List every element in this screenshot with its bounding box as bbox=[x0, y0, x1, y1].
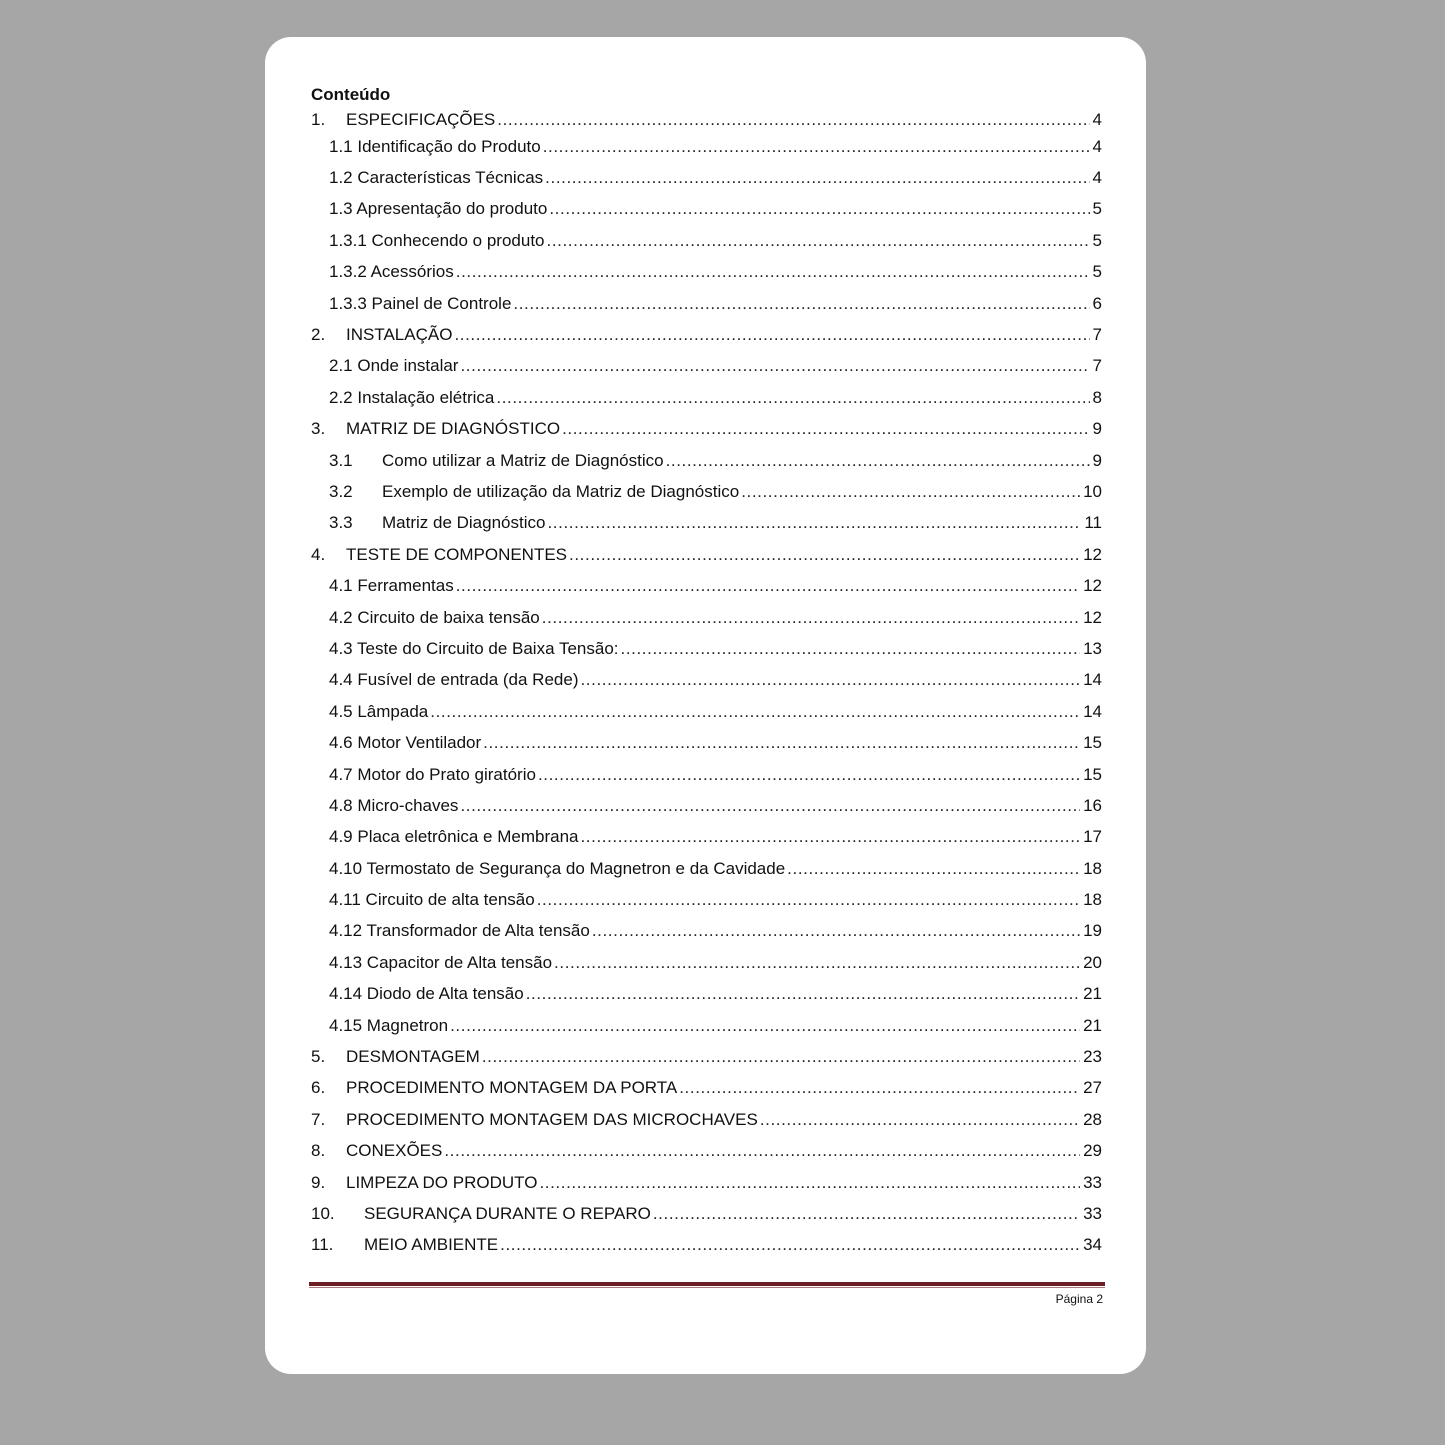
toc-entry-page: 16 bbox=[1083, 795, 1102, 815]
toc-dot-leader bbox=[456, 262, 1090, 282]
toc-entry-page: 4 bbox=[1092, 168, 1102, 188]
toc-dot-leader bbox=[787, 859, 1080, 879]
toc-dot-leader bbox=[444, 1141, 1080, 1161]
toc-entry-number: 10. bbox=[311, 1203, 335, 1223]
toc-dot-leader bbox=[653, 1204, 1080, 1224]
toc-entry-number: 4. bbox=[311, 544, 326, 564]
toc-entry-page: 10 bbox=[1083, 481, 1102, 501]
toc-dot-leader bbox=[549, 199, 1089, 219]
toc-entry-label: 4.8 Micro-chaves bbox=[329, 795, 459, 815]
toc-dot-leader bbox=[554, 953, 1080, 973]
toc-entry-label: 1.1 Identificação do Produto bbox=[329, 136, 541, 156]
toc-entry-label: 4.12 Transformador de Alta tensão bbox=[329, 921, 590, 941]
toc-entry-number: 3.2 bbox=[329, 481, 353, 501]
toc-dot-leader bbox=[483, 733, 1080, 753]
toc-entry-page: 21 bbox=[1083, 1015, 1102, 1035]
toc-entry-label: PROCEDIMENTO MONTAGEM DAS MICROCHAVES bbox=[346, 1109, 758, 1129]
toc-entry-label: 4.5 Lâmpada bbox=[329, 701, 429, 721]
toc-entry[interactable] bbox=[311, 1073, 1102, 1104]
toc-entry[interactable] bbox=[311, 257, 1102, 288]
toc-entry-label: TESTE DE COMPONENTES bbox=[346, 544, 568, 564]
footer-rule-thin bbox=[309, 1287, 1105, 1288]
toc-dot-leader bbox=[513, 294, 1089, 314]
footer-rule bbox=[309, 1282, 1105, 1286]
toc-entry[interactable] bbox=[311, 1041, 1102, 1072]
toc-entry-page: 12 bbox=[1083, 544, 1102, 564]
toc-entry-page: 15 bbox=[1083, 733, 1102, 753]
toc-dot-leader bbox=[679, 1078, 1080, 1098]
toc-entry-number: 3.1 bbox=[329, 450, 353, 470]
toc-title: Conteúdo bbox=[311, 85, 391, 104]
toc-entry[interactable] bbox=[311, 382, 1102, 413]
toc-dot-leader bbox=[547, 513, 1081, 533]
toc-entry-page: 29 bbox=[1083, 1141, 1102, 1161]
toc-entry[interactable] bbox=[311, 1198, 1102, 1229]
toc-dot-leader bbox=[543, 137, 1090, 157]
toc-dot-leader bbox=[497, 110, 1089, 130]
toc-entry[interactable] bbox=[311, 790, 1102, 821]
toc-entry-page: 20 bbox=[1083, 952, 1102, 972]
toc-dot-leader bbox=[482, 1047, 1080, 1067]
toc-entry-label: 2.2 Instalação elétrica bbox=[329, 387, 495, 407]
toc-entry-page: 23 bbox=[1083, 1047, 1102, 1067]
toc-entry-label: 4.1 Ferramentas bbox=[329, 576, 454, 596]
toc-dot-leader bbox=[580, 827, 1080, 847]
toc-entry-page: 12 bbox=[1083, 607, 1102, 627]
toc-entry[interactable] bbox=[311, 822, 1102, 853]
toc-entry-number: 9. bbox=[311, 1172, 326, 1192]
toc-entry-page: 11 bbox=[1084, 513, 1102, 533]
toc-entry[interactable] bbox=[311, 759, 1102, 790]
toc-entry[interactable] bbox=[311, 1104, 1102, 1135]
toc-dot-leader bbox=[542, 608, 1080, 628]
toc-entry[interactable] bbox=[311, 131, 1102, 162]
toc-entry[interactable] bbox=[311, 947, 1102, 978]
toc-entry-label: 4.4 Fusível de entrada (da Rede) bbox=[329, 670, 579, 690]
toc-entry[interactable] bbox=[311, 414, 1102, 445]
toc-entry[interactable] bbox=[311, 696, 1102, 727]
toc-dot-leader bbox=[741, 482, 1080, 502]
toc-entry[interactable] bbox=[311, 319, 1102, 350]
toc-dot-leader bbox=[547, 231, 1090, 251]
toc-dot-leader bbox=[456, 576, 1080, 596]
toc-entry-label: 1.3.1 Conhecendo o produto bbox=[329, 230, 545, 250]
toc-entry-label: DESMONTAGEM bbox=[346, 1047, 480, 1067]
toc-entry-label: MEIO AMBIENTE bbox=[364, 1235, 499, 1255]
toc-entry-page: 7 bbox=[1092, 356, 1102, 376]
toc-dot-leader bbox=[537, 890, 1080, 910]
toc-entry-page: 15 bbox=[1083, 764, 1102, 784]
toc-entry[interactable] bbox=[311, 1010, 1102, 1041]
toc-entry-label: ESPECIFICAÇÕES bbox=[346, 110, 496, 129]
toc-entry[interactable] bbox=[311, 476, 1102, 507]
toc-dot-leader bbox=[538, 765, 1080, 785]
toc-entry-page: 33 bbox=[1083, 1172, 1102, 1192]
toc-entry-label: 4.2 Circuito de baixa tensão bbox=[329, 607, 540, 627]
toc-entry-page: 9 bbox=[1092, 450, 1102, 470]
toc-dot-leader bbox=[562, 419, 1089, 439]
toc-entry-number: 1. bbox=[311, 110, 326, 129]
toc-entry-label: Matriz de Diagnóstico bbox=[382, 513, 546, 533]
toc-entry-page: 7 bbox=[1092, 325, 1102, 345]
toc-entry-label: 1.2 Características Técnicas bbox=[329, 168, 544, 188]
toc-dot-leader bbox=[621, 639, 1081, 659]
toc-entry[interactable] bbox=[311, 351, 1102, 382]
toc-entry-page: 17 bbox=[1083, 827, 1102, 847]
toc-dot-leader bbox=[460, 796, 1080, 816]
toc-entry-label: CONEXÕES bbox=[346, 1141, 443, 1161]
toc-entry-page: 8 bbox=[1092, 387, 1102, 407]
toc-entry-page: 5 bbox=[1092, 262, 1102, 282]
toc-entry-page: 4 bbox=[1092, 110, 1102, 129]
toc-dot-leader bbox=[450, 1016, 1080, 1036]
toc-dot-leader bbox=[460, 356, 1089, 376]
toc-entry-page: 9 bbox=[1092, 419, 1102, 439]
toc-entry-number: 8. bbox=[311, 1141, 326, 1161]
toc-entry-label: Exemplo de utilização da Matriz de Diagnóstico bbox=[382, 481, 740, 501]
toc-entry[interactable] bbox=[311, 508, 1102, 539]
toc-entry-label: 4.3 Teste do Circuito de Baixa Tensão: bbox=[329, 638, 619, 658]
toc-dot-leader bbox=[666, 451, 1090, 471]
toc-entry-page: 5 bbox=[1092, 230, 1102, 250]
toc-entry[interactable] bbox=[311, 602, 1102, 633]
toc-entry-label: 1.3 Apresentação do produto bbox=[329, 199, 548, 219]
toc-entry-page: 14 bbox=[1083, 670, 1102, 690]
toc-dot-leader bbox=[569, 545, 1080, 565]
toc-entry-label: Como utilizar a Matriz de Diagnóstico bbox=[382, 450, 664, 470]
toc-entry-label: 1.3.2 Acessórios bbox=[329, 262, 454, 282]
toc-entry-label: 1.3.3 Painel de Controle bbox=[329, 293, 512, 313]
toc-entry-number: 3. bbox=[311, 419, 326, 439]
toc-entry-page: 4 bbox=[1092, 136, 1102, 156]
toc-entry[interactable] bbox=[311, 916, 1102, 947]
toc-entry-page: 18 bbox=[1083, 858, 1102, 878]
toc-dot-leader bbox=[545, 168, 1089, 188]
toc-entry-label: PROCEDIMENTO MONTAGEM DA PORTA bbox=[346, 1078, 678, 1098]
toc-entry-label: 4.6 Motor Ventilador bbox=[329, 733, 482, 753]
toc-entry[interactable] bbox=[311, 884, 1102, 915]
toc-entry-number: 11. bbox=[311, 1235, 334, 1255]
toc-entry-label: 4.15 Magnetron bbox=[329, 1015, 449, 1035]
toc-entry-page: 12 bbox=[1083, 576, 1102, 596]
toc-dot-leader bbox=[592, 921, 1080, 941]
toc-entry[interactable] bbox=[311, 1230, 1102, 1261]
toc-entry-page: 13 bbox=[1083, 638, 1102, 658]
toc-entry[interactable] bbox=[311, 1136, 1102, 1167]
toc-dot-leader bbox=[580, 670, 1080, 690]
toc-entry-page: 18 bbox=[1083, 890, 1102, 910]
toc-entry[interactable] bbox=[311, 633, 1102, 664]
toc-dot-leader bbox=[500, 1235, 1080, 1255]
toc-entry-page: 34 bbox=[1083, 1235, 1102, 1255]
toc-dot-leader bbox=[539, 1173, 1080, 1193]
toc-entry[interactable] bbox=[311, 162, 1102, 193]
toc-entry-page: 14 bbox=[1083, 701, 1102, 721]
toc-entry-page: 5 bbox=[1092, 199, 1102, 219]
toc-entry-page: 27 bbox=[1083, 1078, 1102, 1098]
toc-entry-label: MATRIZ DE DIAGNÓSTICO bbox=[346, 419, 561, 439]
page-number: Página 2 bbox=[1055, 1292, 1103, 1306]
toc-dot-leader bbox=[454, 325, 1089, 345]
toc-entry-page: 6 bbox=[1092, 293, 1102, 313]
toc-entry-label: 4.14 Diodo de Alta tensão bbox=[329, 984, 524, 1004]
toc-entry[interactable] bbox=[311, 108, 1102, 131]
toc-entry-number: 2. bbox=[311, 325, 326, 345]
toc-entry[interactable] bbox=[311, 194, 1102, 225]
toc-entry[interactable] bbox=[311, 727, 1102, 758]
toc-dot-leader bbox=[526, 984, 1080, 1004]
toc-entry-label: 4.9 Placa eletrônica e Membrana bbox=[329, 827, 579, 847]
toc-entry[interactable] bbox=[311, 979, 1102, 1010]
document-page bbox=[265, 37, 1146, 1374]
toc-dot-leader bbox=[760, 1110, 1080, 1130]
toc-entry-number: 5. bbox=[311, 1047, 326, 1067]
toc-entry-label: 4.11 Circuito de alta tensão bbox=[329, 890, 535, 910]
toc-entry[interactable] bbox=[311, 1167, 1102, 1198]
table-of-contents bbox=[311, 108, 1102, 1261]
toc-entry-label: 4.10 Termostato de Segurança do Magnetron e da Cavidade bbox=[329, 858, 786, 878]
toc-entry[interactable] bbox=[311, 445, 1102, 476]
toc-entry[interactable] bbox=[311, 665, 1102, 696]
toc-entry-label: SEGURANÇA DURANTE O REPARO bbox=[364, 1203, 651, 1223]
toc-entry-label: 4.7 Motor do Prato giratório bbox=[329, 764, 536, 784]
toc-entry-label: INSTALAÇÃO bbox=[346, 325, 453, 345]
toc-entry-page: 33 bbox=[1083, 1203, 1102, 1223]
toc-entry-label: 4.13 Capacitor de Alta tensão bbox=[329, 952, 553, 972]
toc-entry-number: 7. bbox=[311, 1109, 326, 1129]
toc-entry[interactable] bbox=[311, 225, 1102, 256]
toc-entry-number: 3.3 bbox=[329, 513, 353, 533]
toc-entry-page: 19 bbox=[1083, 921, 1102, 941]
toc-entry[interactable] bbox=[311, 539, 1102, 570]
toc-entry-page: 28 bbox=[1083, 1109, 1102, 1129]
toc-dot-leader bbox=[430, 702, 1080, 722]
toc-dot-leader bbox=[496, 388, 1089, 408]
toc-entry-label: LIMPEZA DO PRODUTO bbox=[346, 1172, 538, 1192]
toc-entry-number: 6. bbox=[311, 1078, 326, 1098]
toc-entry[interactable] bbox=[311, 570, 1102, 601]
toc-entry-label: 2.1 Onde instalar bbox=[329, 356, 459, 376]
toc-entry-page: 21 bbox=[1083, 984, 1102, 1004]
toc-entry[interactable] bbox=[311, 853, 1102, 884]
toc-entry[interactable] bbox=[311, 288, 1102, 319]
